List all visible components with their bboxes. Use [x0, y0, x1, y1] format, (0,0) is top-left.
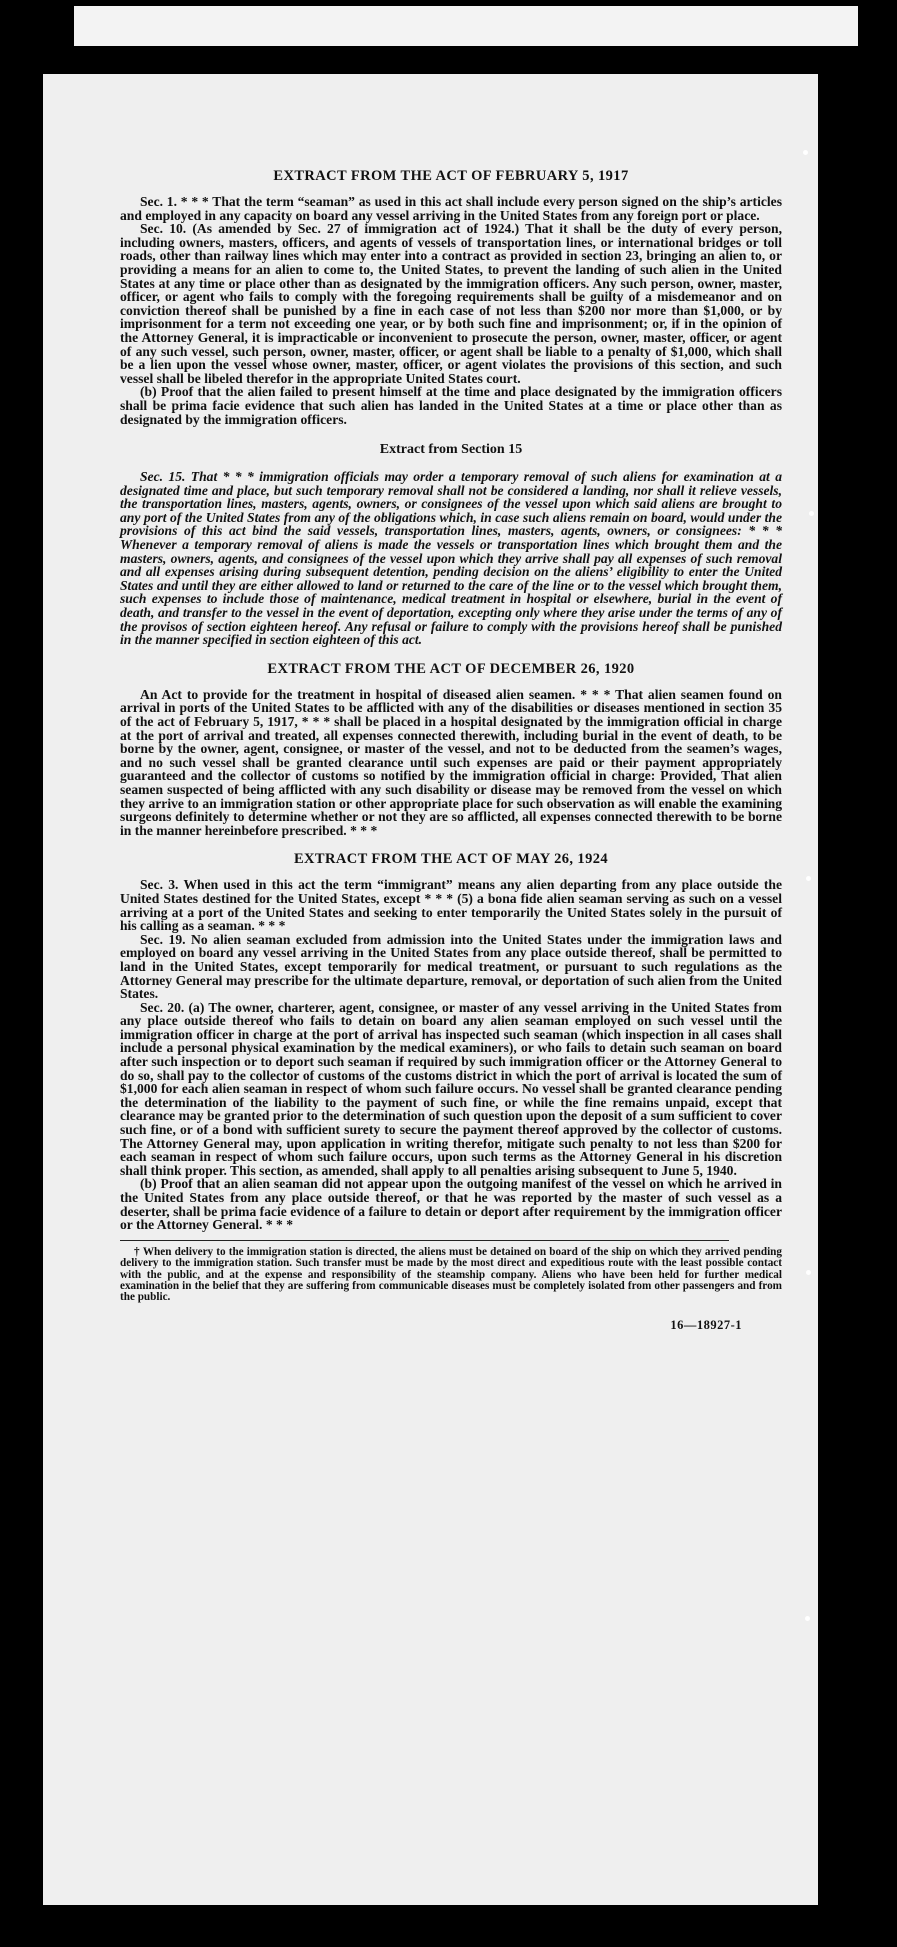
document-page [43, 74, 818, 1905]
section-heading: EXTRACT FROM THE ACT OF DECEMBER 26, 1920 [267, 660, 635, 677]
form-number: 16—18927-1 [670, 1317, 742, 1332]
section-15-extract [120, 442, 782, 647]
paragraph: Sec. 1. * * * That the term “seaman” as used in this act shall include every person signed on the ship’s articles and employed in any capacity on board any vessel arriving in the United States from any foreign port or place. [120, 194, 782, 223]
punch-dot [803, 150, 808, 155]
section-heading: EXTRACT FROM THE ACT OF MAY 26, 1924 [293, 851, 609, 868]
footnote: † When delivery to the immigration station is directed, the aliens must be detained on board of the ship on which they arrived pending delivery to the immigration station. Such transfer must be made by the most direct and expeditious route with the least possible contact with the public, and at the expense and responsibility of the steamship company. Aliens who have been held for further medical examination in the belief that they are suffering from communicable diseases must be completely isolated from other passengers and from the public. [120, 1245, 782, 1304]
footnote-divider [120, 1240, 729, 1241]
paragraph: (b) Proof that an alien seaman did not appear upon the outgoing manifest of the vessel on which he arrived in the United States from any place outside thereof, or that he was reported by the master of such vessel as a deserter, shall be prima facie evidence of a failure to detain or deport after requirement by the immigration officer or the Attorney General. * * * [120, 1176, 782, 1233]
section-heading: EXTRACT FROM THE ACT OF FEBRUARY 5, 1917 [273, 168, 629, 184]
paragraph: Sec. 15. That * * * immigration officials may order a temporary removal of such aliens for examination at a designated time and place, but such temporary removal shall not be considered a landing, nor shall it relieve vessels, the transportation lines, masters, agents, owners, or consignees of the vessel upon which said aliens are brought to any port of the United States from any of the obligations which, in case such aliens remain on board, would under the provisions of this act bind the said vessels, transportation lines, masters, agents, owners, or consignees: * * * Whenever a temporary removal of aliens is made the vessels or transportation lines which brought them and the masters, owners, agents, and consignees of the vessel upon which they arrive shall pay all expenses of such removal and all expenses arising during subsequent detention, pending decision on the aliens’ eligibility to enter the United States and until they are either allowed to land or returned to the care of the line or to the vessel which brought them, such expenses to include those of maintenance, medical treatment in hospital or elsewhere, burial in the event of death, and transfer to the vessel in the event of deportation, excepting only where they arise under the terms of any of the provisos of section eighteen hereof. Any refusal or failure to comply with the provisions hereof shall be punished in the manner specified in section eighteen of this act. [120, 469, 782, 648]
top-paper-strip [74, 6, 858, 46]
paragraph: Sec. 3. When used in this act the term “immigrant” means any alien departing from any place outside the United States destined for the United States, except * * * (5) a bona fide alien seaman serving as such on a vessel arriving at a port of the United States and seeking to enter temporarily the United States solely in the pursuit of his calling as a seaman. * * * [120, 877, 782, 934]
section-act-1920 [120, 661, 782, 838]
paragraph: (b) Proof that the alien failed to present himself at the time and place designated by the immigration officers shall be prima facie evidence that such alien has landed in the United States at a time or place other than as designated by the immigration officers. [120, 384, 782, 427]
punch-dot [806, 1270, 811, 1275]
punch-dot [805, 1616, 810, 1621]
punch-dot [809, 511, 814, 516]
paragraph: Sec. 19. No alien seaman excluded from admission into the United States under the immigration laws and employed on board any vessel arriving in the United States from any place outside thereof, shall be permitted to land in the United States, except temporarily for medical treatment, or pursuant to such regulations as the Attorney General may prescribe for the ultimate departure, removal, or deportation of such alien from the United States. [120, 931, 782, 1002]
paragraph: Sec. 10. (As amended by Sec. 27 of immigration act of 1924.) That it shall be the duty of every person, including owners, masters, officers, and agents of vessels of transportation lines, or international bridges or toll roads, other than railway lines which may enter into a contract as provided in section 23, bringing an alien to, or providing a means for an alien to come to, the United States, to prevent the landing of such alien in the United States at any time or place other than as designated by the immigration officers. Any such person, owner, master, officer, or agent who fails to comply with the foregoing requirements shall be guilty of a misdemeanor and on conviction thereof shall be punished by a fine in each case of not less than $200 nor more than $1,000, or by imprisonment for a term not exceeding one year, or by both such fine and imprisonment; or, if in the opinion of the Attorney General, it is impracticable or inconvenient to prosecute the person, owner, master, officer, or agent of any such vessel, such person, owner, master, officer, or agent shall be liable to a penalty of $1,000, which shall be a lien upon the vessel whose owner, master, officer, or agent violates the provisions of this section, and such vessel shall be libeled therefor in the appropriate United States court. [120, 221, 782, 386]
paragraph: Sec. 20. (a) The owner, charterer, agent, consignee, or master of any vessel arriving in the United States from any place outside thereof who fails to detain on board any alien seaman employed on such vessel until the immigration officer in charge at the port of arrival has inspected such seaman (which inspection in all cases shall include a personal physical examination by the medical examiners), or who fails to detain such seaman on board after such inspection or to deport such seaman if required by such immigration officer or the Attorney General to do so, shall pay to the collector of customs of the customs district in which the port of arrival is located the sum of $1,000 for each alien seaman in respect of whom such failure occurs. No vessel shall be granted clearance pending the determination of the liability to the payment of such fine, or while the fine remains unpaid, except that clearance may be granted prior to the determination of such question upon the deposit of a sum sufficient to cover such fine, or of a bond with sufficient surety to secure the payment thereof approved by the collector of customs. The Attorney General may, upon application in writing therefor, mitigate such penalty to not less than $200 for each seaman in respect of whom such failure occurs, upon such terms as the Attorney General in his discretion shall think proper. This section, as amended, shall apply to all penalties arising subsequent to June 5, 1940. [120, 999, 782, 1178]
paragraph: An Act to provide for the treatment in hospital of diseased alien seamen. * * * That alien seamen found on arrival in ports of the United States to be afflicted with any of the disabilities or diseases mentioned in section 35 of the act of February 5, 1917, * * * shall be placed in a hospital designated by the immigration official in charge at the port of arrival and treated, all expenses connected therewith, including burial in the event of death, to be borne by the owner, agent, consignee, or master of the vessel, and not to be deducted from the seamen’s wages, and no such vessel shall be granted clearance until such expenses are paid or their payment appropriately guaranteed and the collector of customs so notified by the immigration official in charge: Provided, That alien seamen suspected of being afflicted with any such disability or disease may be removed from the vessel on which they arrive to an immigration station or other appropriate place for such observation as will enable the examining surgeons definitely to determine whether or not they are so afflicted, all expenses connected therewith to be borne in the manner hereinbefore prescribed. * * * [120, 686, 782, 838]
section-act-1924 [120, 851, 782, 1231]
section-act-1917 [120, 168, 782, 426]
punch-dot [806, 876, 811, 881]
section-heading: Extract from Section 15 [379, 442, 523, 458]
